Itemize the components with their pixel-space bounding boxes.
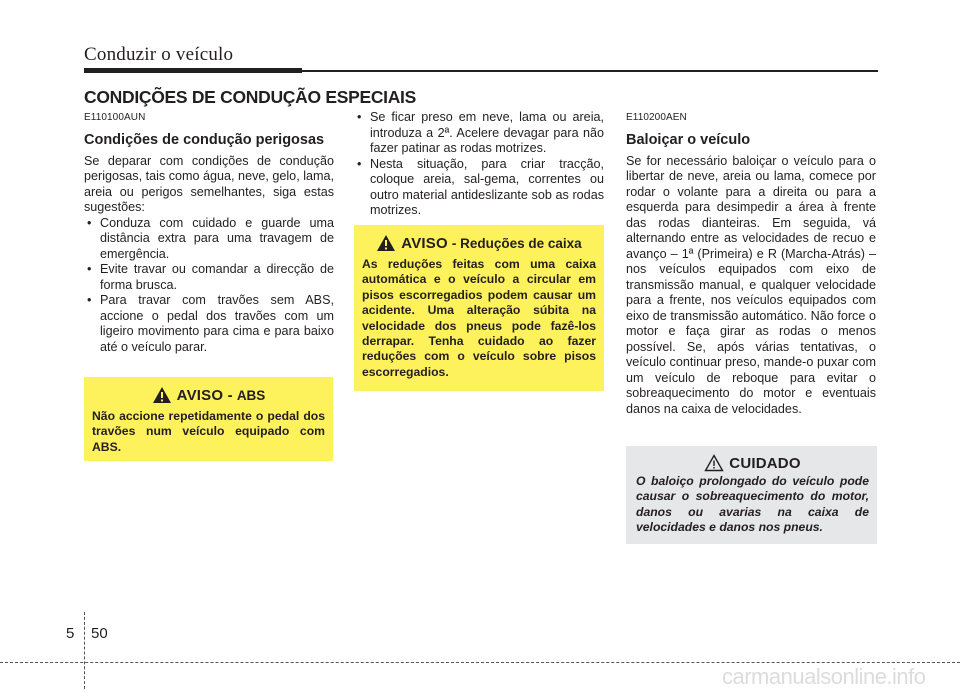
title-rule-thin — [302, 70, 878, 72]
caution-triangle-icon — [704, 454, 724, 472]
section-heading: CONDIÇÕES DE CONDUÇÃO ESPECIAIS — [84, 87, 416, 107]
bullet-list — [354, 110, 604, 219]
column-2 — [354, 110, 604, 219]
body-paragraph: Se for necessário baloiçar o veículo para o libertar de neve, areia ou lama, comece por rodar o volante para a direita ou para a esquerda para desimpedir a área à frente das rodas dianteiras. Em seguida, vá alternando entre as velocidades de recuo e avanço – 1ª (Primeira) e R (Marcha-Atrás) – nos veículos equipados com eixo de transmissão manual, e qualquer velocidade para a frente, nos veículos equipados com eixo de transmissão automático. Não force o motor e faça girar as rodas o menos possível. Se, após várias tentativas, o veículo continuar preso, mande-o puxar com um veículo de reboque para evitar o sobreaquecimento do motor e eventuais danos na caixa de velocidades. — [626, 153, 876, 416]
subsection-title: Baloiçar o veículo — [626, 131, 751, 148]
chapter-title: Conduzir o veículo — [84, 44, 234, 65]
warning-text: Não accione repetidamente o pedal dos travões num veículo equipado com ABS. — [92, 409, 325, 454]
intro-paragraph: Se deparar com condições de condução perigosas, tais como água, neve, gelo, lama, areia ou perigos semelhantes, siga estas sugestões: — [84, 153, 334, 214]
warning-header — [362, 234, 596, 252]
page-number: 50 — [91, 625, 108, 642]
list-item: • Evite travar ou comandar a direcção de forma brusca. — [84, 262, 334, 293]
list-item: • Para travar com travões sem ABS, accione o pedal dos travões com um ligeiro movimento para cima e para baixo até o veículo parar. — [84, 293, 334, 355]
column-1 — [84, 110, 334, 355]
warning-label: AVISO — [401, 234, 448, 252]
caution-label: CUIDADO — [729, 454, 801, 472]
warning-header — [92, 386, 325, 404]
title-rule-thick — [84, 68, 302, 73]
caution-header — [636, 454, 869, 472]
subsection-title: Condições de condução perigosas — [84, 131, 325, 148]
bullet-list — [84, 216, 334, 356]
list-item: • Se ficar preso em neve, lama ou areia, introduza a 2ª. Acelere devagar para não fazer patinar as rodas motrizes. — [354, 110, 604, 157]
title-rule — [84, 68, 878, 73]
warning-box-abs — [84, 377, 333, 461]
warning-sublabel: ABS — [236, 387, 266, 403]
warning-triangle-icon — [376, 234, 396, 252]
column-3 — [626, 110, 876, 417]
section-code: E110100AUN — [84, 112, 146, 123]
watermark: carmanualsonline.info — [722, 664, 926, 689]
warning-box-downshift — [354, 225, 604, 391]
caution-text: O baloiço prolongado do veículo pode causar o sobreaquecimento do motor, danos ou avarias na caixa de velocidades e danos nos pneus. — [636, 474, 869, 535]
warning-sublabel: - Reduções de caixa — [451, 235, 582, 251]
chapter-number: 5 — [66, 625, 75, 642]
footer-vertical-divider — [84, 612, 85, 689]
warning-triangle-icon — [152, 386, 172, 404]
list-item: • Nesta situação, para criar tracção, coloque areia, sal-gema, correntes ou outro material antideslizante sob as rodas motrizes. — [354, 157, 604, 219]
section-code: E110200AEN — [626, 112, 687, 123]
warning-label: AVISO - — [176, 386, 233, 404]
list-item: • Conduza com cuidado e guarde uma distância extra para uma travagem de emergência. — [84, 216, 334, 263]
caution-box — [626, 446, 877, 544]
footer-divider — [0, 662, 960, 663]
warning-text: As reduções feitas com uma caixa automática e o veículo a circular em pisos escorregadios podem causar um acidente. Uma alteração súbita na velocidade dos pneus pode fazê-los derrapar. Tenha cuidado ao fazer reduções com o veículo sobre pisos escorregadios. — [362, 257, 596, 379]
